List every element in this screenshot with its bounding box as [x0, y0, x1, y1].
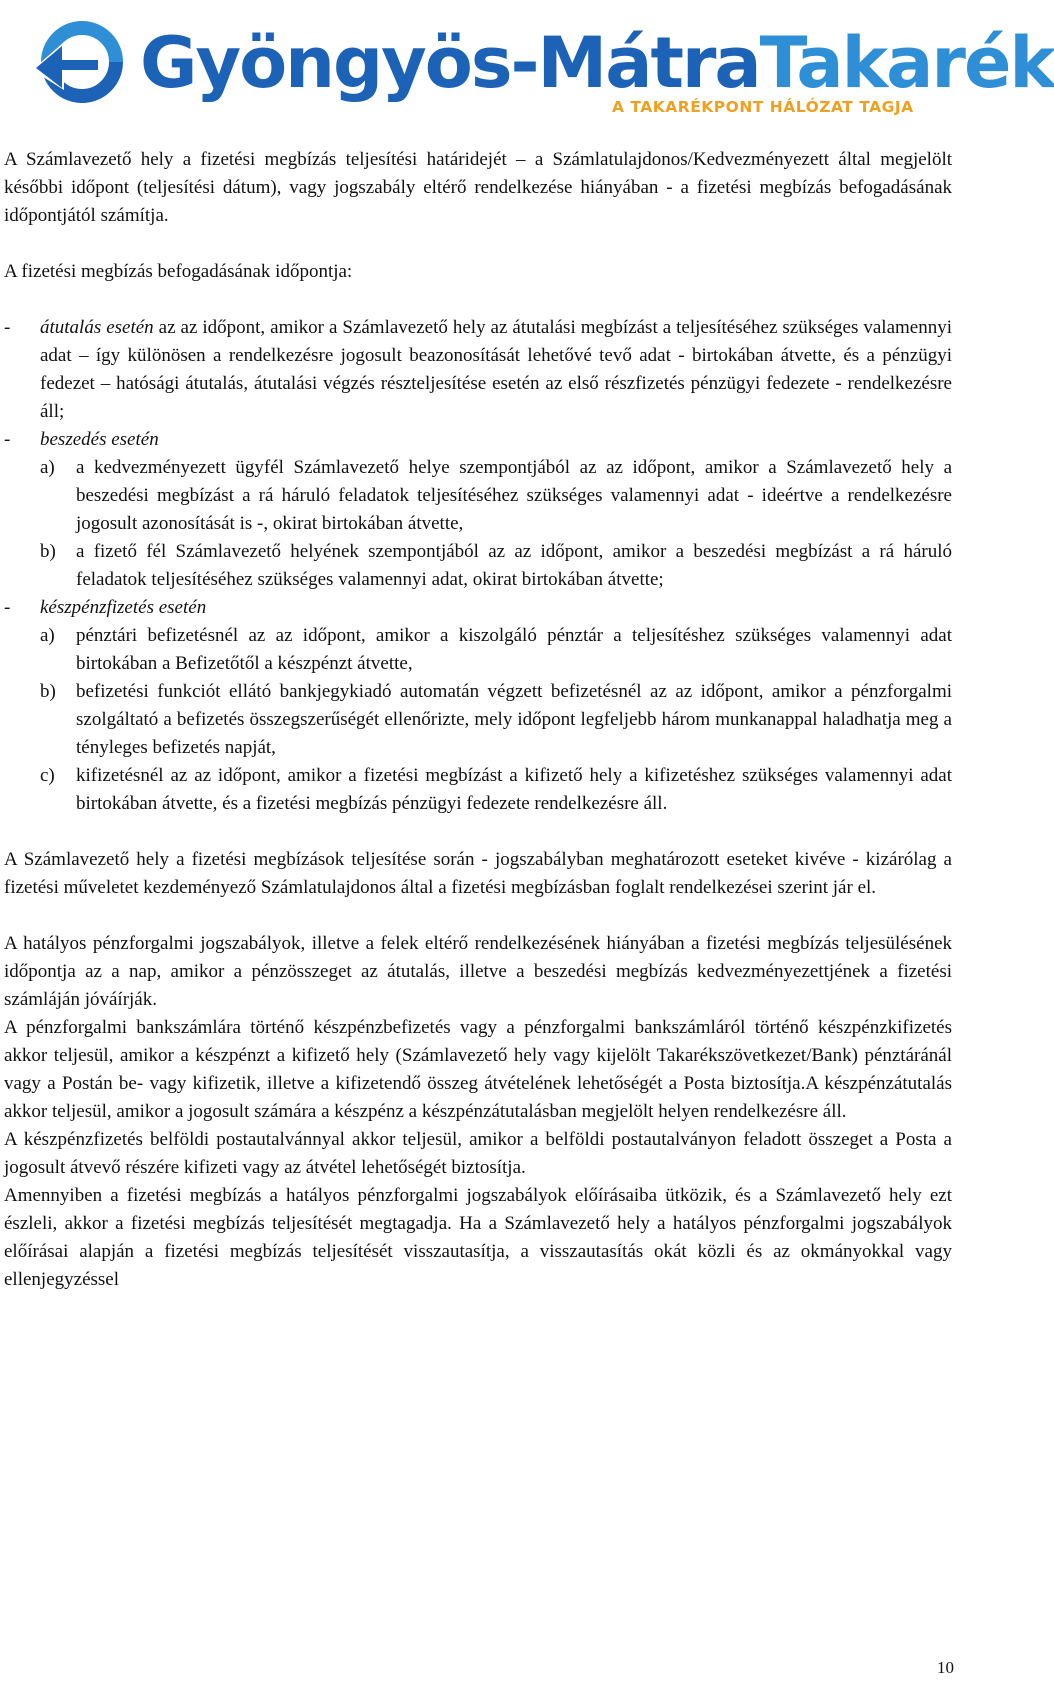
paragraph-execution: A Számlavezető hely a fizetési megbízások teljesítése során - jogszabályban meghatározott eseteket kivéve - kizárólag a fizetési műveletet kezdeményező Számlatulajdonos által a fizetési megbízásban foglalt rendelkezései szerint jár el.: [4, 849, 952, 898]
sub-item-cash-b: [40, 678, 952, 762]
brand-name-part2: Takarék: [759, 22, 1054, 104]
paragraph-deadline: A Számlavezető hely a fizetési megbízás teljesítési határidejét – a Számlatulajdonos/Kedvezményezett által megjelölt későbbi időpont (teljesítési dátum), vagy jogszabály eltérő rendelkezése hiányában - a fizetési megbízás befogadásának időpontjától számítja.: [4, 149, 952, 226]
list-item-transfer: [4, 314, 952, 426]
logo-arrow-icon: [28, 12, 136, 112]
paragraph-refusal: Amennyiben a fizetési megbízás a hatályos pénzforgalmi jogszabályok előírásaiba ütközik, és a Számlavezető hely ezt észleli, akkor a fizetési megbízás teljesítését megtagadja. Ha a Számlavezető hely a hatályos pénzforgalmi jogszabályok előírásai alapján a fizetési megbízás teljesítését visszautasítja, a visszautasítás okát közli és az okmányokkal vagy ellenjegyzéssel: [4, 1185, 952, 1290]
paragraph-completion-time: A hatályos pénzforgalmi jogszabályok, illetve a felek eltérő rendelkezésének hiányában a fizetési megbízás teljesülésének időpontja az a nap, amikor a pénzösszeget az átutalás, illetve a beszedési megbízás kedvezményezettjének a fizetési számláján jóváírják.: [4, 933, 952, 1010]
brand-logo-text: [140, 18, 1054, 108]
list-item-collection: [4, 426, 952, 454]
list-dash: -: [4, 317, 11, 338]
list-text-transfer: az az időpont, amikor a Számlavezető hely az átutalási megbízást a teljesítéséhez szükséges valamennyi adat – így különösen a rendelkezésre jogosult beazonosítását lehetővé tevő adat - birtokában átvette, és a pénzügyi fedezet – hatósági átutalás, átutalási végzés részteljesítése esetén az első részfizetés pénzügyi fedezete - rendelkezésre áll;: [40, 317, 952, 422]
paragraph-cash-payment: A pénzforgalmi bankszámlára történő készpénzbefizetés vagy a pénzforgalmi bankszámláról történő készpénzkifizetés akkor teljesül, amikor a készpénzt a kifizető hely (Számlavezető hely vagy kijelölt Takarékszövetkezet/Bank) pénztáránál vagy a Postán be- vagy kifizetik, illetve a kifizetendő összeg átvételének lehetőségét a Posta biztosítja.A készpénzátutalás akkor teljesül, amikor a jogosult számára a készpénz a készpénzátutalásban megjelölt helyen rendelkezésre áll.: [4, 1017, 952, 1122]
document-header: [0, 0, 1054, 125]
page-number: 10: [937, 1658, 954, 1677]
sub-marker: a): [40, 625, 55, 646]
sub-marker: a): [40, 457, 55, 478]
sub-item-cash-c: [40, 762, 952, 818]
list-lead-collection: beszedés esetén: [40, 429, 159, 450]
sub-text: a fizető fél Számlavezető helyének szempontjából az az időpont, amikor a beszedési megbízást a rá háruló feladatok teljesítéséhez szükséges valamennyi adat, okirat birtokában átvette;: [76, 541, 952, 590]
list-lead-cash: készpénzfizetés esetén: [40, 597, 207, 618]
sub-marker: b): [40, 541, 56, 562]
list-item-cash: [4, 594, 952, 622]
brand-name-part1: Gyöngyös-Mátra: [140, 22, 760, 104]
list-dash: -: [4, 597, 11, 618]
paragraph-postal-order: A készpénzfizetés belföldi postautalvánnyal akkor teljesül, amikor a belföldi postautalványon feladott összeget a Posta a jogosult átvevő részére kifizeti vagy az átvétel lehetőségét biztosítja.: [4, 1129, 952, 1178]
sub-text: pénztári befizetésnél az az időpont, amikor a kiszolgáló pénztár a teljesítéshez szükséges valamennyi adat birtokában a Befizetőtől a készpénzt átvette,: [76, 625, 952, 674]
sub-item-cash-a: [40, 622, 952, 678]
brand-tagline: A TAKARÉKPONT HÁLÓZAT TAGJA: [612, 98, 914, 116]
document-body: [4, 146, 952, 1294]
list-lead-transfer: átutalás esetén: [40, 317, 154, 338]
list-dash: -: [4, 429, 11, 450]
sub-item-collection-b: [40, 538, 952, 594]
sub-text: befizetési funkciót ellátó bankjegykiadó automatán végzett befizetésnél az az időpont, amikor a pénzforgalmi szolgáltató a befizetés összegszerűségét ellenőrizte, mely időpont legfeljebb három munkanappal haladhatja meg a tényleges befizetés napját,: [76, 681, 952, 758]
sub-text: kifizetésnél az az időpont, amikor a fizetési megbízást a kifizető hely a kifizetéshez szükséges valamennyi adat birtokában átvette, és a fizetési megbízás pénzügyi fedezete rendelkezésre áll.: [76, 765, 952, 814]
sub-marker: b): [40, 681, 56, 702]
paragraph-acceptance-heading: A fizetési megbízás befogadásának időpontja:: [4, 261, 353, 282]
sub-marker: c): [40, 765, 55, 786]
sub-text: a kedvezményezett ügyfél Számlavezető helye szempontjából az az időpont, amikor a Számlavezető hely a beszedési megbízást a rá háruló feladatok teljesítéséhez szükséges valamennyi adat - ideértve a rendelkezésre jogosult azonosítását is -, okirat birtokában átvette,: [76, 457, 952, 534]
sub-item-collection-a: [40, 454, 952, 538]
